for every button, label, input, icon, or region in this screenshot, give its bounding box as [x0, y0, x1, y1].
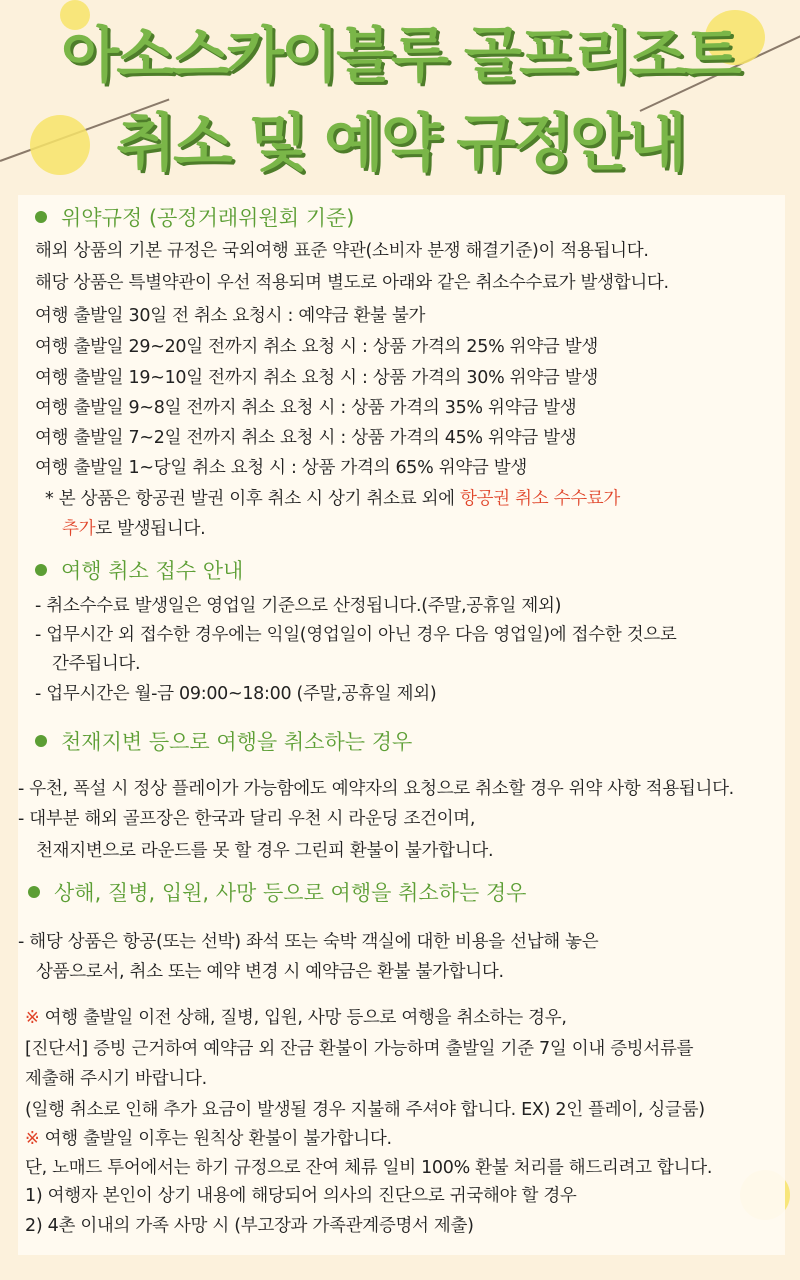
text-line: 상품으로서, 취소 또는 예약 변경 시 예약금은 환불 불가합니다. [36, 962, 504, 982]
text-line: 여행 출발일 19~10일 전까지 취소 요청 시 : 상품 가격의 30% 위약금 발생 [35, 368, 598, 388]
heading-text: 위약규정 (공정거래위원회 기준) [61, 206, 355, 230]
bullet-icon [35, 211, 47, 223]
text-line: 해외 상품의 기본 규정은 국외여행 표준 약관(소비자 분쟁 해결기준)이 적용됩니다. [35, 241, 649, 261]
note-highlight: 항공권 취소 수수료가 [460, 489, 621, 509]
section-heading-injury-illness [28, 880, 526, 907]
title-line-1: 아소스카이블루 골프리조트 [61, 21, 739, 91]
bullet-icon [28, 886, 40, 898]
note-text: * 본 상품은 항공권 발권 이후 취소 시 상기 취소료 외에 [45, 489, 461, 509]
footer-text: 여행 출발일 이전 상해, 질병, 입원, 사망 등으로 여행을 취소하는 경우, [44, 1008, 567, 1028]
text-line: - 우천, 폭설 시 정상 플레이가 가능함에도 예약자의 요청으로 취소할 경우 위약 사항 적용됩니다. [18, 779, 734, 799]
text-line: - 대부분 해외 골프장은 한국과 달리 우천 시 라운딩 조건이며, [18, 809, 476, 829]
text-line: - 업무시간 외 접수한 경우에는 익일(영업일이 아닌 경우 다음 영업일)에 접수한 것으로 [35, 625, 677, 645]
text-line: - 취소수수료 발생일은 영업일 기준으로 산정됩니다.(주말,공휴일 제외) [35, 596, 562, 616]
footer-note [25, 1007, 567, 1030]
footer-line: 단, 노매드 투어에서는 하기 규정으로 잔여 체류 일비 100% 환불 처리를 해드리려고 합니다. [25, 1158, 713, 1178]
airline-note-continued [62, 518, 205, 541]
footer-line: 제출해 주시기 바랍니다. [25, 1069, 207, 1089]
footer-line: [진단서] 증빙 근거하여 예약금 외 잔금 환불이 가능하며 출발일 기준 7일 이내 증빙서류를 [25, 1039, 694, 1059]
heading-text: 여행 취소 접수 안내 [61, 559, 244, 583]
section-heading-natural-disaster [35, 729, 412, 756]
heading-text: 상해, 질병, 입원, 사망 등으로 여행을 취소하는 경우 [54, 881, 527, 905]
text-line: - 해당 상품은 항공(또는 선박) 좌석 또는 숙박 객실에 대한 비용을 선납해 놓은 [18, 932, 599, 952]
text-line: 여행 출발일 1~당일 취소 요청 시 : 상품 가격의 65% 위약금 발생 [35, 458, 527, 478]
text-line: 여행 출발일 30일 전 취소 요청시 : 예약금 환불 불가 [35, 306, 426, 326]
footer-note [25, 1128, 392, 1151]
section-heading-cancel-receipt [35, 558, 243, 585]
note-text: 로 발생됩니다. [95, 519, 206, 539]
text-line: 여행 출발일 29~20일 전까지 취소 요청 시 : 상품 가격의 25% 위약금 발생 [35, 337, 598, 357]
section-heading-penalty [35, 205, 354, 232]
reference-mark-icon: ※ [25, 1129, 40, 1149]
bullet-icon [35, 735, 47, 747]
text-line: 해당 상품은 특별약관이 우선 적용되며 별도로 아래와 같은 취소수수료가 발생합니다. [35, 273, 669, 293]
footer-line: 1) 여행자 본인이 상기 내용에 해당되어 의사의 진단으로 귀국해야 할 경우 [25, 1186, 577, 1206]
footer-line: (일행 취소로 인해 추가 요금이 발생될 경우 지불해 주셔야 합니다. EX) 2인 플레이, 싱글룸) [25, 1100, 705, 1120]
text-line: 여행 출발일 9~8일 전까지 취소 요청 시 : 상품 가격의 35% 위약금 발생 [35, 398, 577, 418]
footer-line: 2) 4촌 이내의 가족 사망 시 (부고장과 가족관계증명서 제출) [25, 1216, 474, 1236]
heading-text: 천재지변 등으로 여행을 취소하는 경우 [61, 730, 413, 754]
title-line-2: 취소 및 예약 규정안내 [116, 106, 684, 179]
note-highlight: 추가 [62, 519, 96, 539]
text-line: 간주됩니다. [52, 654, 141, 674]
reference-mark-icon: ※ [25, 1008, 40, 1028]
text-line: - 업무시간은 월-금 09:00~18:00 (주말,공휴일 제외) [35, 684, 437, 704]
footer-text: 여행 출발일 이후는 원칙상 환불이 불가합니다. [44, 1129, 392, 1149]
text-line: 천재지변으로 라운드를 못 할 경우 그린피 환불이 불가합니다. [36, 841, 494, 861]
text-line: 여행 출발일 7~2일 전까지 취소 요청 시 : 상품 가격의 45% 위약금 발생 [35, 428, 577, 448]
airline-note [45, 488, 620, 511]
bullet-icon [35, 564, 47, 576]
